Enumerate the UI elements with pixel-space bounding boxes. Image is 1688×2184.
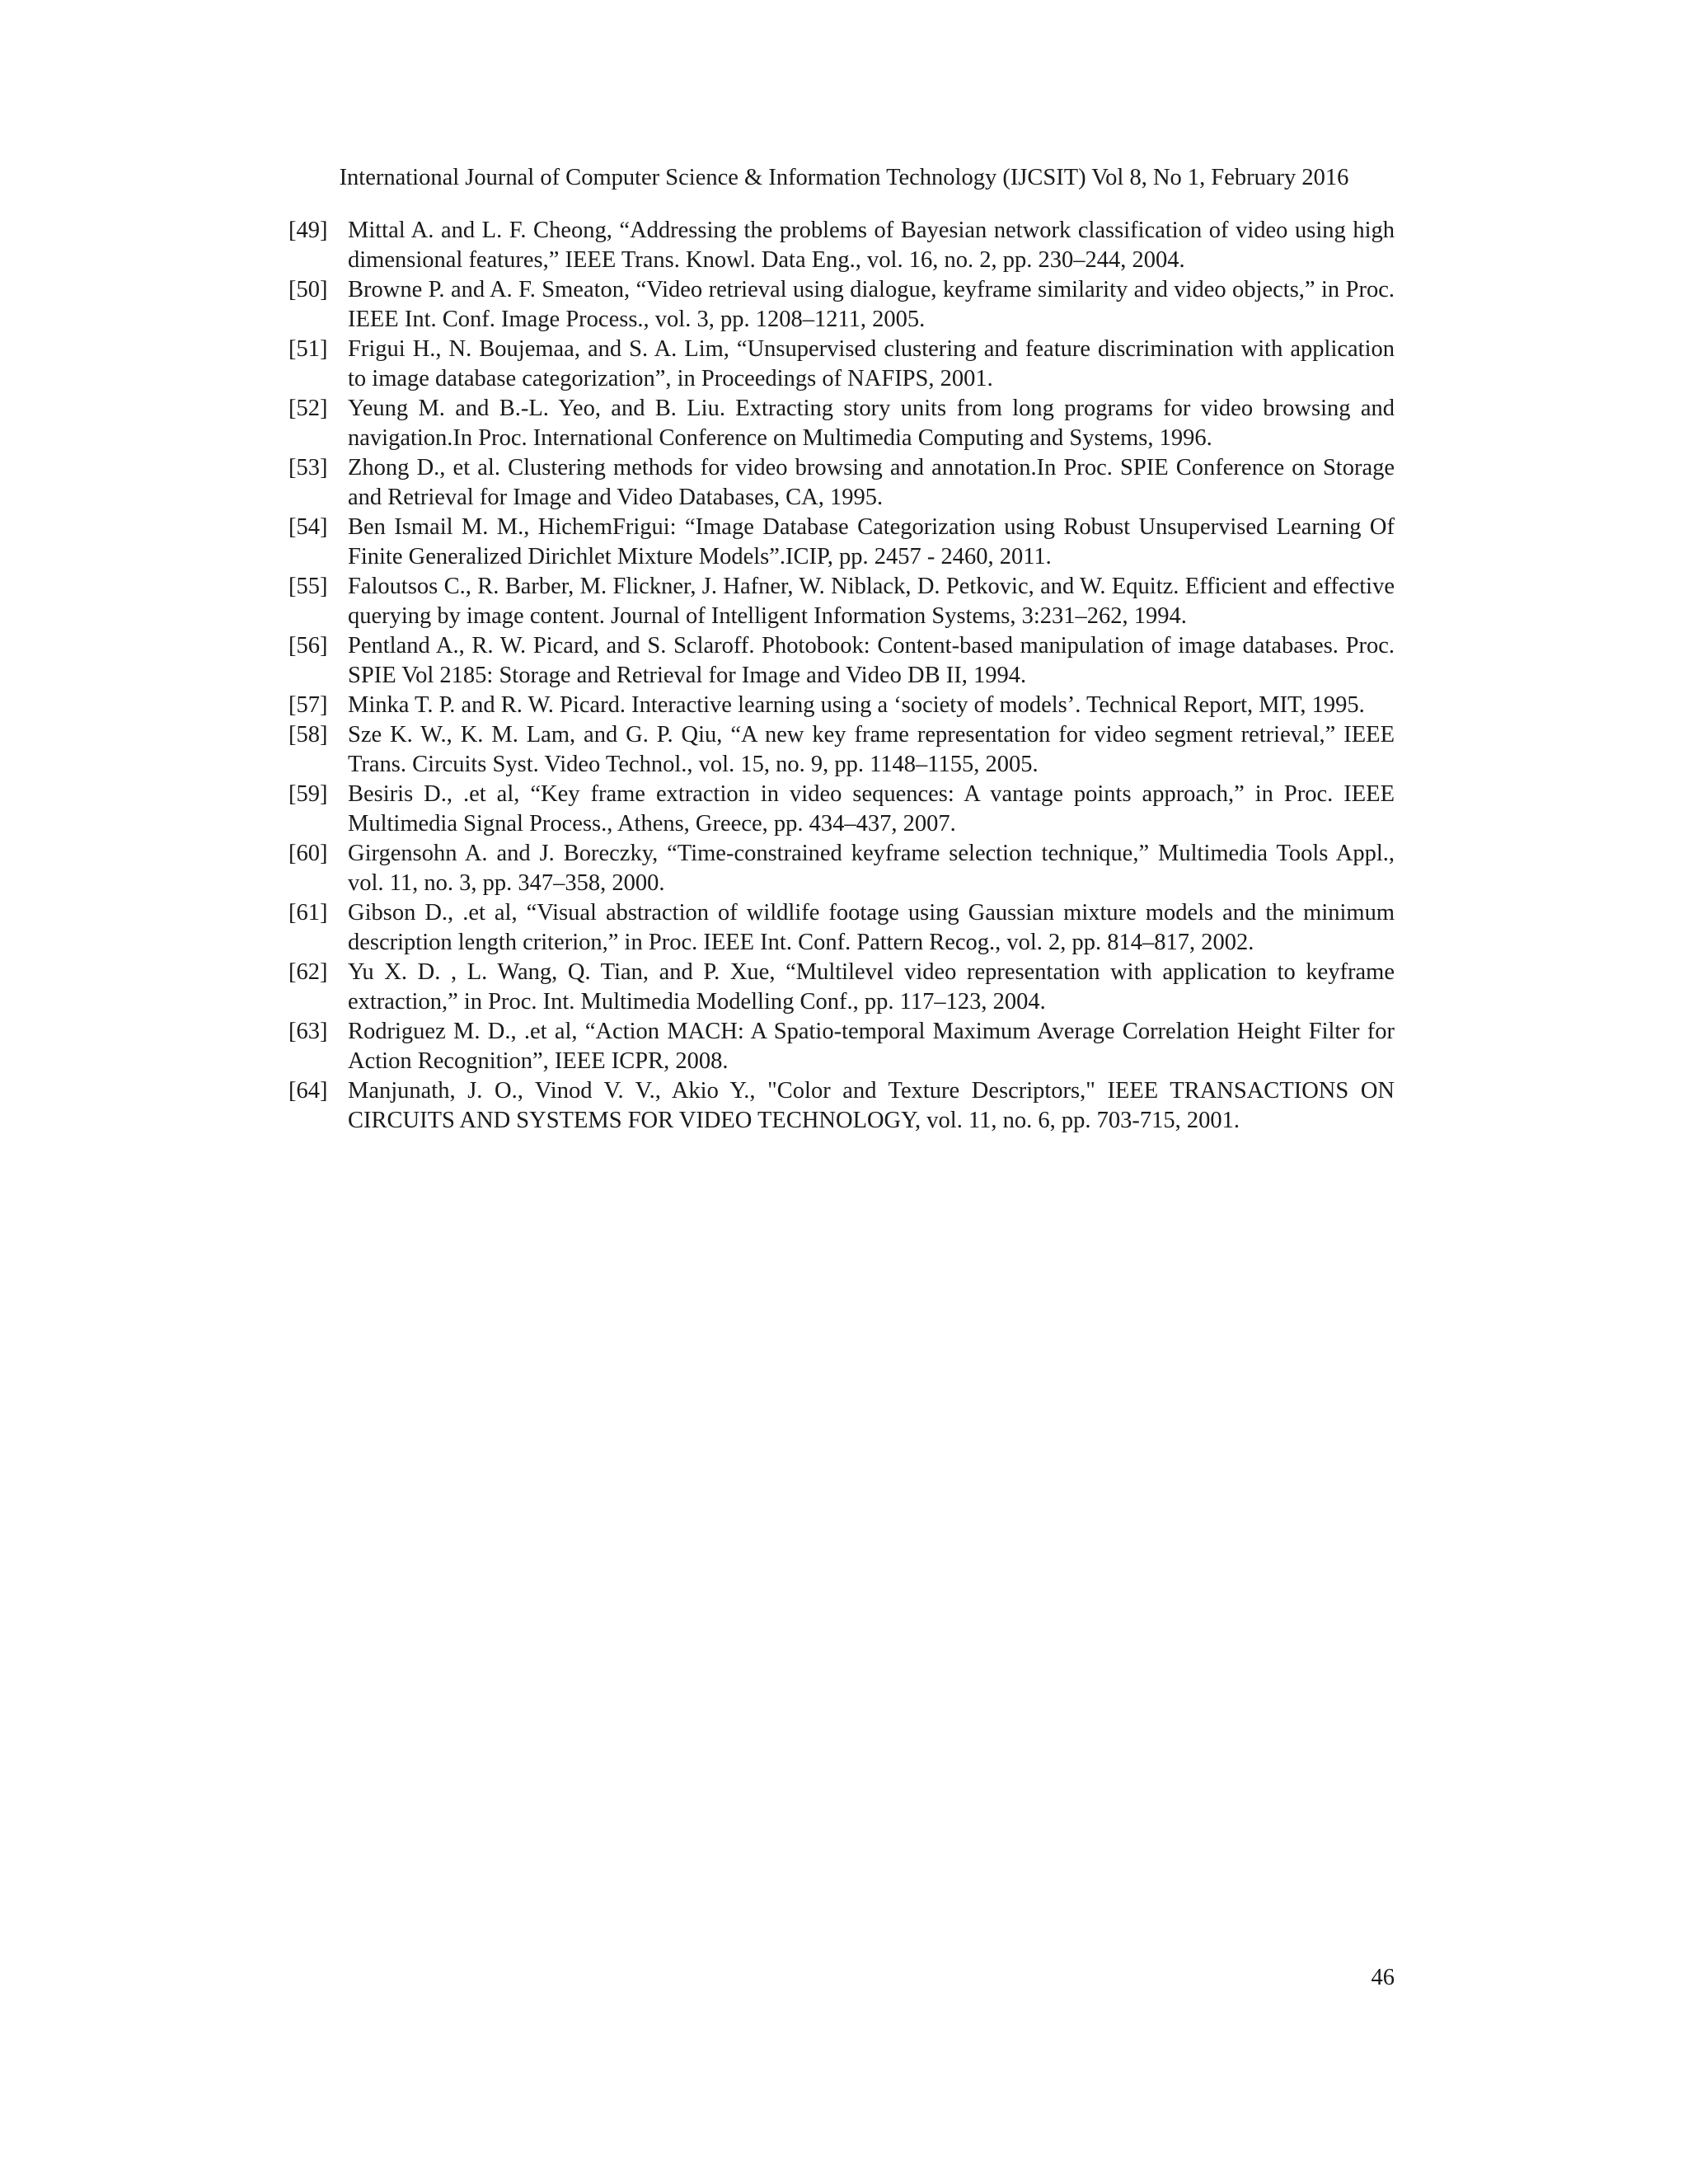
reference-item <box>288 691 1395 720</box>
reference-item <box>288 720 1395 780</box>
reference-number: [61] <box>288 900 328 926</box>
reference-item <box>288 898 1395 958</box>
reference-text: Yu X. D. , L. Wang, Q. Tian, and P. Xue, “Multilevel video representation with application to keyframe extraction,” in Proc. Int. Multimedia Modelling Conf., pp. 117–123, 2004. <box>348 959 1395 1015</box>
reference-number: [52] <box>288 396 328 421</box>
reference-item <box>288 513 1395 572</box>
reference-number: [62] <box>288 959 328 985</box>
reference-text: Ben Ismail M. M., HichemFrigui: “Image Database Categorization using Robust Unsupervised Learning Of Finite Generalized Dirichlet Mixture Models”.ICIP, pp. 2457 - 2460, 2011. <box>348 514 1395 569</box>
reference-item <box>288 631 1395 691</box>
reference-text: Minka T. P. and R. W. Picard. Interactive learning using a ‘society of models’. Technical Report, MIT, 1995. <box>348 692 1365 718</box>
reference-item <box>288 1076 1395 1136</box>
reference-item <box>288 958 1395 1017</box>
reference-item <box>288 394 1395 453</box>
reference-text: Frigui H., N. Boujemaa, and S. A. Lim, “Unsupervised clustering and feature discrimination with application to image database categorization”, in Proceedings of NAFIPS, 2001. <box>348 336 1395 391</box>
reference-item <box>288 216 1395 275</box>
reference-number: [58] <box>288 722 328 748</box>
reference-item <box>288 335 1395 394</box>
reference-text: Mittal A. and L. F. Cheong, “Addressing the problems of Bayesian network classification of video using high dimensional features,” IEEE Trans. Knowl. Data Eng., vol. 16, no. 2, pp. 230–244, 2004. <box>348 218 1395 273</box>
reference-number: [54] <box>288 514 328 540</box>
reference-number: [49] <box>288 218 328 243</box>
reference-item <box>288 275 1395 335</box>
reference-item <box>288 572 1395 631</box>
reference-number: [63] <box>288 1019 328 1044</box>
reference-text: Yeung M. and B.-L. Yeo, and B. Liu. Extracting story units from long programs for video browsing and navigation.In Proc. International Conference on Multimedia Computing and Systems, 1996. <box>348 396 1395 451</box>
running-header: International Journal of Computer Science & Information Technology (IJCSIT) Vol 8, No 1, February 2016 <box>339 165 1349 190</box>
reference-number: [60] <box>288 841 328 866</box>
reference-text: Rodriguez M. D., .et al, “Action MACH: A Spatio-temporal Maximum Average Correlation Height Filter for Action Recognition”, IEEE ICPR, 2008. <box>348 1019 1395 1074</box>
reference-item <box>288 453 1395 513</box>
reference-text: Manjunath, J. O., Vinod V. V., Akio Y., "Color and Texture Descriptors," IEEE TRANSACTIONS ON CIRCUITS AND SYSTEMS FOR VIDEO TECHNOLOGY, vol. 11, no. 6, pp. 703-715, 2001. <box>348 1078 1395 1133</box>
reference-item <box>288 1017 1395 1076</box>
reference-list <box>288 216 1395 1136</box>
reference-item <box>288 780 1395 839</box>
reference-number: [57] <box>288 692 328 718</box>
reference-number: [64] <box>288 1078 328 1104</box>
reference-item <box>288 839 1395 898</box>
reference-number: [50] <box>288 277 328 302</box>
reference-text: Pentland A., R. W. Picard, and S. Sclaroff. Photobook: Content-based manipulation of image databases. Proc. SPIE Vol 2185: Storage and Retrieval for Image and Video DB II, 1994. <box>348 633 1395 688</box>
reference-text: Zhong D., et al. Clustering methods for video browsing and annotation.In Proc. SPIE Conference on Storage and Retrieval for Image and Video Databases, CA, 1995. <box>348 455 1395 510</box>
reference-text: Girgensohn A. and J. Boreczky, “Time-constrained keyframe selection technique,” Multimedia Tools Appl., vol. 11, no. 3, pp. 347–358, 2000. <box>348 841 1395 896</box>
reference-text: Sze K. W., K. M. Lam, and G. P. Qiu, “A new key frame representation for video segment retrieval,” IEEE Trans. Circuits Syst. Video Technol., vol. 15, no. 9, pp. 1148–1155, 2005. <box>348 722 1395 777</box>
reference-text: Faloutsos C., R. Barber, M. Flickner, J. Hafner, W. Niblack, D. Petkovic, and W. Equitz. Efficient and effective querying by image content. Journal of Intelligent Information Systems, 3:231–262, 1994. <box>348 574 1395 629</box>
reference-number: [56] <box>288 633 328 658</box>
reference-text: Browne P. and A. F. Smeaton, “Video retrieval using dialogue, keyframe similarity and video objects,” in Proc. IEEE Int. Conf. Image Process., vol. 3, pp. 1208–1211, 2005. <box>348 277 1395 332</box>
reference-number: [59] <box>288 781 328 807</box>
reference-number: [53] <box>288 455 328 480</box>
reference-text: Besiris D., .et al, “Key frame extraction in video sequences: A vantage points approach,” in Proc. IEEE Multimedia Signal Process., Athens, Greece, pp. 434–437, 2007. <box>348 781 1395 837</box>
reference-number: [51] <box>288 336 328 362</box>
reference-text: Gibson D., .et al, “Visual abstraction of wildlife footage using Gaussian mixture models and the minimum description length criterion,” in Proc. IEEE Int. Conf. Pattern Recog., vol. 2, pp. 814–817, 2002. <box>348 900 1395 955</box>
reference-number: [55] <box>288 574 328 599</box>
page-number: 46 <box>1371 1965 1395 1990</box>
